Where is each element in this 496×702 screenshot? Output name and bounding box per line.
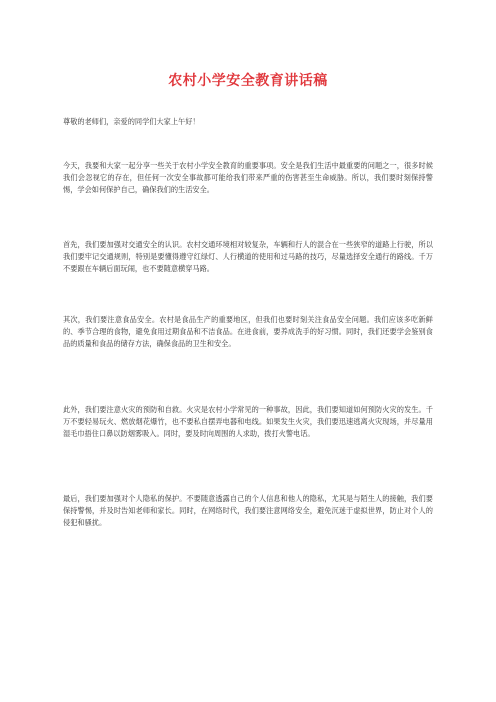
paragraph-food-safety: 其次，我们要注意食品安全。农村是食品生产的重要地区，但我们也要时刻关注食品安全问题。我们应该多吃新鲜的、季节合理的食物，避免食用过期食品和不洁食品。在进食前，要养成洗手的好习惯。同时，我们还要学会鉴别食品的质量和食品的储存方法，确保食品的卫生和安全。 <box>63 315 433 349</box>
greeting-line: 尊敬的老师们，亲爱的同学们大家上午好！ <box>63 117 200 126</box>
paragraph-traffic-safety: 首先，我们要加强对交通安全的认识。农村交通环境相对较复杂，车辆和行人的混合在一些狭窄的道路上行驶，所以我们要牢记交通规则，特别是要懂得遵守红绿灯、人行横道的使用和过马路的技巧，尽量选择安全通行的路线。千万不要跟在车辆后面玩闹，也不要随意横穿马路。 <box>63 240 433 274</box>
paragraph-intro: 今天，我要和大家一起分享一些关于农村小学安全教育的重要事项。安全是我们生活中最重要的问题之一，很多时候我们会忽视它的存在，但任何一次安全事故都可能给我们带来严重的伤害甚至生命威胁。所以，我们要时刻保持警惕，学会如何保护自己，确保我们的生活安全。 <box>63 161 433 195</box>
paragraph-fire-safety: 此外，我们要注意火灾的预防和自救。火灾是农村小学常见的一种事故，因此，我们要知道如何预防火灾的发生。千万不要轻易玩火、燃放烟花爆竹，也不要私自摆弄电器和电线。如果发生火灾，我们要迅速逃离火灾现场，并尽量用湿毛巾捂住口鼻以防烟雾吸入。同时，要及时向周围的人求助，拨打火警电话。 <box>63 405 433 439</box>
page-title: 农村小学安全教育讲话稿 <box>168 73 328 89</box>
paragraph-privacy-safety: 最后，我们要加强对个人隐私的保护。不要随意透露自己的个人信息和他人的隐私，尤其是与陌生人的接触，我们要保持警惕，并及时告知老师和家长。同时，在网络时代，我们要注意网络安全，避免沉迷于虚拟世界，防止对个人的侵犯和骚扰。 <box>63 494 433 528</box>
